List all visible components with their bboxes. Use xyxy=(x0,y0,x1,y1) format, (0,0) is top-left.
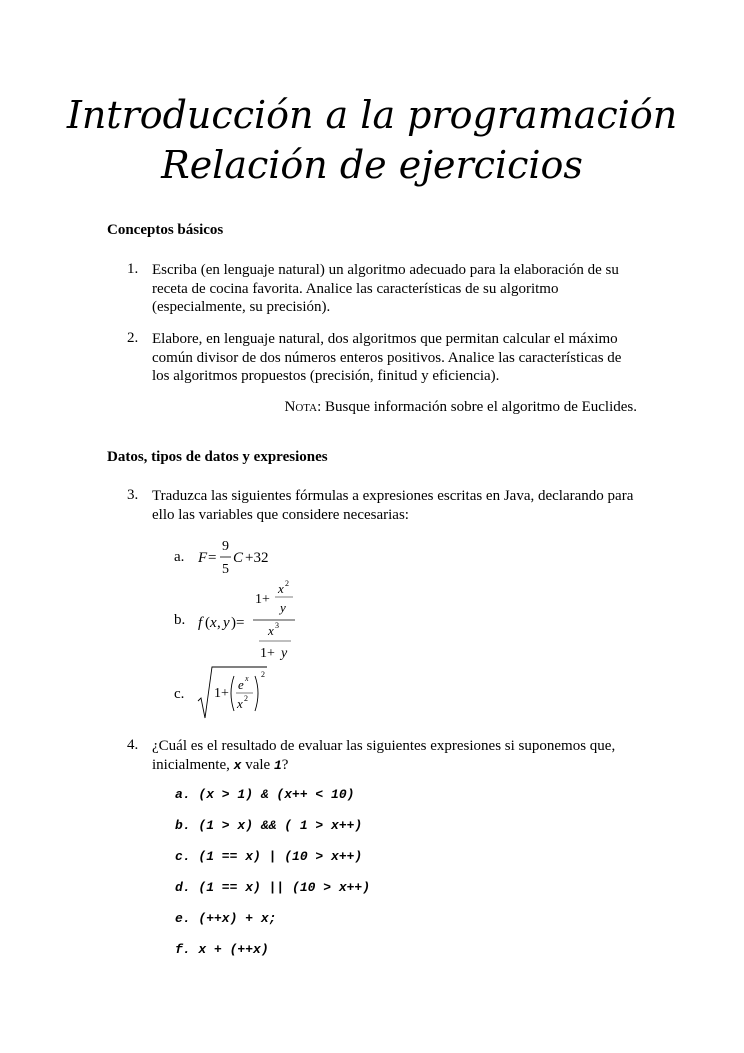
expression-a: a. (x > 1) & (x++ < 10) xyxy=(175,787,355,802)
item-3-number: 3. xyxy=(127,487,139,503)
item-1-number: 1. xyxy=(127,261,139,277)
svg-text:,: , xyxy=(217,615,221,631)
expression-f: f. x + (++x) xyxy=(175,942,269,957)
expression-e: e. (++x) + x; xyxy=(175,911,277,926)
note-label: Nota xyxy=(284,399,318,415)
svg-text:+32: +32 xyxy=(245,550,269,566)
svg-text:1+: 1+ xyxy=(260,646,275,661)
formula-a xyxy=(197,535,287,580)
svg-text:x: x xyxy=(278,581,284,596)
svg-text:x: x xyxy=(245,674,249,683)
svg-text:9: 9 xyxy=(222,539,229,554)
svg-text:1+: 1+ xyxy=(255,592,270,607)
item-3-text: Traduzca las siguientes fórmulas a expresiones escritas en Java, declarando para ello las variables que considere necesarias: xyxy=(152,488,634,523)
note-text: : Busque información sobre el algoritmo de Euclides. xyxy=(317,399,637,415)
formula-b xyxy=(197,575,307,665)
item-2-number: 2. xyxy=(127,330,139,346)
expression-b: b. (1 > x) && ( 1 > x++) xyxy=(175,818,363,833)
svg-text:2: 2 xyxy=(285,579,289,588)
section-heading-datos: Datos, tipos de datos y expresiones xyxy=(107,449,328,465)
svg-text:x: x xyxy=(237,696,243,711)
svg-text:e: e xyxy=(238,677,244,692)
title-line-2: Relación de ejercicios xyxy=(161,143,583,187)
svg-text:x: x xyxy=(210,615,217,631)
svg-text:3: 3 xyxy=(275,621,279,630)
svg-text:)=: )= xyxy=(231,615,245,631)
item-2-text: Elabore, en lenguaje natural, dos algoritmos que permitan calcular el máximo común divisor de dos números enteros positivos. Analice las características de los algoritmos propuestos (precisión, finitud y eficiencia). xyxy=(152,331,622,384)
formula-c xyxy=(197,665,277,721)
initial-value: 1 xyxy=(273,757,282,773)
expression-c: c. (1 == x) | (10 > x++) xyxy=(175,849,363,864)
svg-text:(: ( xyxy=(205,615,210,631)
item-4-text: ¿Cuál es el resultado de evaluar las siguientes expresiones si suponemos que, inicialmente, x vale 1? xyxy=(152,738,616,773)
svg-text:=: = xyxy=(208,550,217,566)
variable-x: x xyxy=(233,757,242,773)
svg-text:2: 2 xyxy=(244,694,248,703)
svg-text:F: F xyxy=(198,550,208,566)
svg-text:1+: 1+ xyxy=(214,686,229,701)
svg-text:y: y xyxy=(223,615,230,631)
item-2-note xyxy=(285,399,637,416)
svg-text:5: 5 xyxy=(222,562,229,577)
formula-c-label: c. xyxy=(174,686,185,702)
svg-text:2: 2 xyxy=(261,670,265,679)
title-line-1: Introducción a la programación xyxy=(66,93,678,137)
svg-text:x: x xyxy=(268,623,274,638)
formula-b-label: b. xyxy=(174,612,186,628)
svg-text:y: y xyxy=(281,646,288,661)
svg-text:f: f xyxy=(198,615,203,631)
item-4-number: 4. xyxy=(127,737,139,753)
section-heading-conceptos: Conceptos básicos xyxy=(107,222,224,238)
item-1-text: Escriba (en lenguaje natural) un algoritmo adecuado para la elaboración de su receta de cocina favorita. Analice las características de su algoritmo (especialmente, su precisión). xyxy=(152,262,619,315)
svg-text:y: y xyxy=(280,600,286,615)
formula-a-label: a. xyxy=(174,549,185,565)
svg-text:C: C xyxy=(233,550,244,566)
expression-d: d. (1 == x) || (10 > x++) xyxy=(175,880,371,895)
